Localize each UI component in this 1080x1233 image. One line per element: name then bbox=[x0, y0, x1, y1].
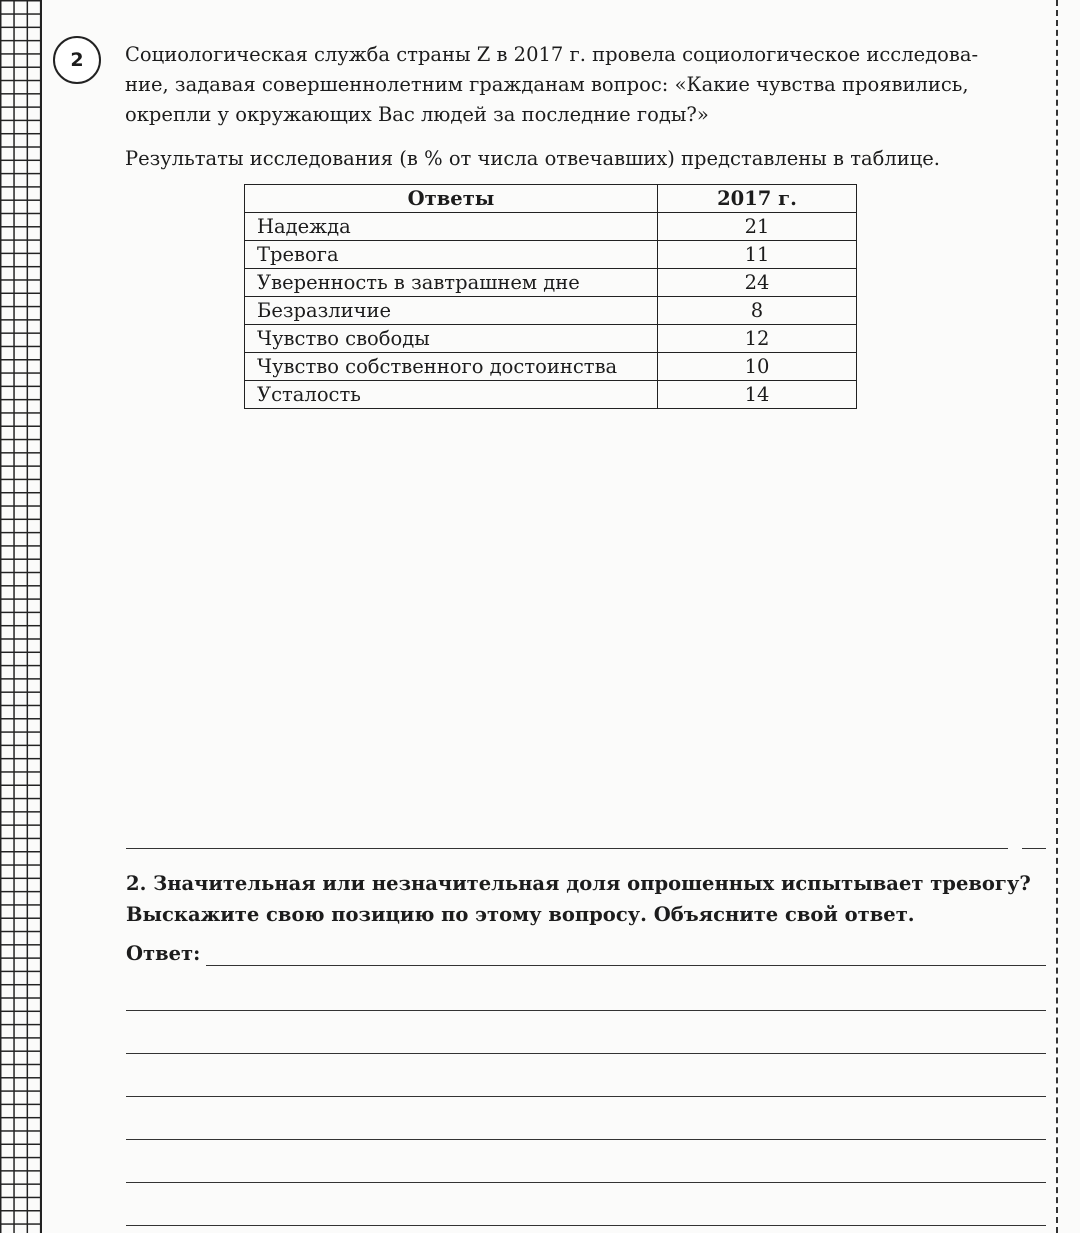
header-answers: Ответы bbox=[245, 185, 658, 213]
intro-line: окрепли у окружающих Вас людей за последние годы?» bbox=[125, 103, 709, 126]
question-line: 2. Значительная или незначительная доля опрошенных испытывает тревогу? bbox=[126, 872, 1031, 895]
question-block bbox=[126, 868, 1046, 930]
results-intro: Результаты исследования (в % от числа отвечавших) представлены в таблице. bbox=[125, 147, 941, 170]
table-row bbox=[245, 381, 857, 409]
answer-cell: Чувство свободы bbox=[245, 325, 658, 353]
results-table bbox=[244, 184, 857, 409]
intro-line: Социологическая служба страны Z в 2017 г. провела социологическое исследова- bbox=[125, 43, 979, 66]
answer-cell: Чувство собственного достоинства bbox=[245, 353, 658, 381]
table-row bbox=[245, 353, 857, 381]
value-cell: 14 bbox=[658, 381, 857, 409]
value-cell: 12 bbox=[658, 325, 857, 353]
value-cell: 10 bbox=[658, 353, 857, 381]
question-line: Выскажите свою позицию по этому вопросу. Объясните свой ответ. bbox=[126, 903, 915, 926]
answer-line[interactable] bbox=[126, 1182, 1046, 1183]
answer-line[interactable] bbox=[206, 965, 1046, 966]
value-cell: 8 bbox=[658, 297, 857, 325]
table-row bbox=[245, 213, 857, 241]
table-row bbox=[245, 297, 857, 325]
cut-line bbox=[1056, 0, 1058, 1233]
table-row bbox=[245, 241, 857, 269]
table-row bbox=[245, 269, 857, 297]
value-cell: 24 bbox=[658, 269, 857, 297]
answer-cell: Тревога bbox=[245, 241, 658, 269]
task-number-badge bbox=[53, 36, 101, 84]
section-divider bbox=[126, 848, 1008, 849]
grid-margin bbox=[0, 0, 42, 1233]
answer-line[interactable] bbox=[126, 1010, 1046, 1011]
value-cell: 11 bbox=[658, 241, 857, 269]
answer-cell: Безразличие bbox=[245, 297, 658, 325]
answer-line[interactable] bbox=[126, 1053, 1046, 1054]
value-cell: 21 bbox=[658, 213, 857, 241]
task-number: 2 bbox=[70, 49, 84, 71]
answer-line[interactable] bbox=[126, 1139, 1046, 1140]
answer-label: Ответ: bbox=[126, 942, 201, 965]
table-row bbox=[245, 325, 857, 353]
header-year: 2017 г. bbox=[658, 185, 857, 213]
answer-line[interactable] bbox=[126, 1096, 1046, 1097]
task-intro bbox=[125, 40, 1045, 130]
section-divider-end bbox=[1022, 848, 1046, 849]
table-header-row bbox=[245, 185, 857, 213]
answer-cell: Усталость bbox=[245, 381, 658, 409]
answer-line[interactable] bbox=[126, 1225, 1046, 1226]
answer-cell: Уверенность в завтрашнем дне bbox=[245, 269, 658, 297]
intro-line: ние, задавая совершеннолетним гражданам вопрос: «Какие чувства проявились, bbox=[125, 73, 969, 96]
answer-cell: Надежда bbox=[245, 213, 658, 241]
